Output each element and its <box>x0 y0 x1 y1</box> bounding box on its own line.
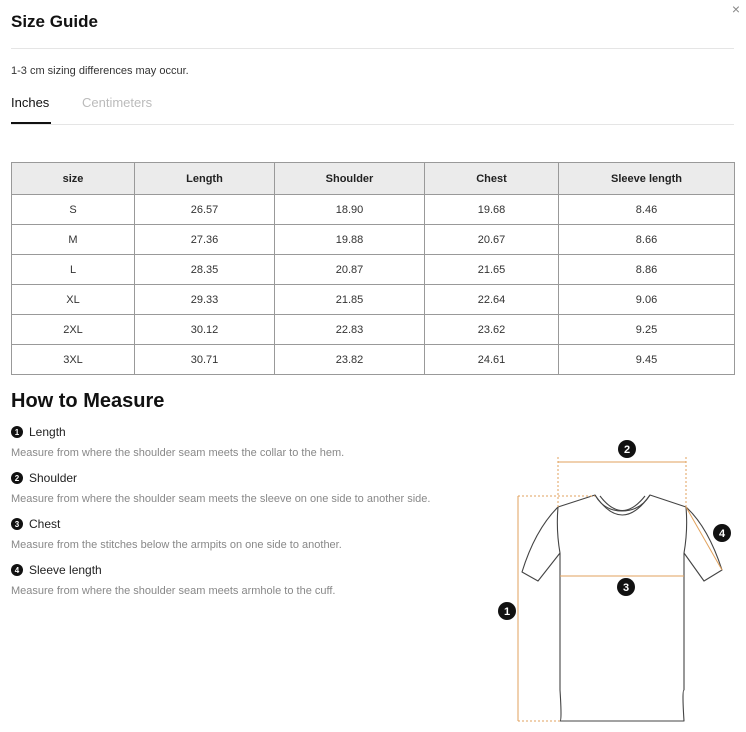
table-cell: 20.87 <box>275 255 425 285</box>
table-cell: 8.86 <box>559 255 735 285</box>
table-row <box>12 255 735 285</box>
measure-item-length <box>11 424 344 459</box>
tshirt-outline-icon <box>522 495 722 721</box>
table-cell: 21.65 <box>425 255 559 285</box>
table-cell: 28.35 <box>135 255 275 285</box>
table-cell: S <box>12 195 135 225</box>
measure-item-sleeve-length <box>11 562 335 597</box>
table-cell: 9.06 <box>559 285 735 315</box>
marker-3-icon <box>617 578 635 596</box>
tab-inches[interactable]: Inches <box>11 95 50 110</box>
table-cell: 23.82 <box>275 345 425 375</box>
tab-centimeters[interactable]: Centimeters <box>82 95 153 110</box>
table-cell: 8.66 <box>559 225 735 255</box>
column-header-sleeve-length: Sleeve length <box>559 163 735 195</box>
table-cell: 21.85 <box>275 285 425 315</box>
table-cell: 27.36 <box>135 225 275 255</box>
table-cell: XL <box>12 285 135 315</box>
table-cell: M <box>12 225 135 255</box>
table-cell: 9.45 <box>559 345 735 375</box>
table-cell: 24.61 <box>425 345 559 375</box>
table-cell: 3XL <box>12 345 135 375</box>
measure-item-shoulder <box>11 470 430 505</box>
marker-2-icon <box>618 440 636 458</box>
marker-3-number: 3 <box>622 582 630 594</box>
table-cell: 26.57 <box>135 195 275 225</box>
table-row <box>12 345 735 375</box>
size-table <box>11 162 735 375</box>
measure-label: Shoulder <box>29 471 78 485</box>
measure-description: Measure from the stitches below the armpits on one side to another. <box>11 539 342 551</box>
how-to-measure-title: How to Measure <box>11 390 165 412</box>
divider <box>11 48 734 49</box>
number-1-icon: 1 <box>11 426 23 438</box>
number-4-icon: 4 <box>11 564 23 576</box>
table-cell: 22.64 <box>425 285 559 315</box>
table-cell: 20.67 <box>425 225 559 255</box>
marker-2-number: 2 <box>623 444 631 456</box>
measure-item-chest <box>11 516 342 551</box>
page-title: Size Guide <box>11 12 98 31</box>
table-cell: 8.46 <box>559 195 735 225</box>
column-header-shoulder: Shoulder <box>275 163 425 195</box>
marker-1-number: 1 <box>503 606 511 618</box>
close-icon[interactable]: × <box>731 1 741 17</box>
table-row <box>12 285 735 315</box>
measure-description: Measure from where the shoulder seam meets the sleeve on one side to another side. <box>11 493 431 505</box>
table-row <box>12 225 735 255</box>
tabs-divider <box>11 124 734 125</box>
table-cell: 2XL <box>12 315 135 345</box>
table-cell: 9.25 <box>559 315 735 345</box>
number-3-icon: 3 <box>11 518 23 530</box>
table-cell: 18.90 <box>275 195 425 225</box>
sizing-note: 1-3 cm sizing differences may occur. <box>11 65 189 77</box>
measure-label: Sleeve length <box>29 563 102 577</box>
table-cell: 19.68 <box>425 195 559 225</box>
measure-description: Measure from where the shoulder seam meets armhole to the cuff. <box>11 585 336 597</box>
marker-4-icon <box>713 524 731 542</box>
number-2-icon: 2 <box>11 472 23 484</box>
marker-1-icon <box>498 602 516 620</box>
table-cell: 19.88 <box>275 225 425 255</box>
column-header-chest: Chest <box>425 163 559 195</box>
measure-description: Measure from where the shoulder seam meets the collar to the hem. <box>11 447 345 459</box>
measure-label: Chest <box>29 517 61 531</box>
table-cell: L <box>12 255 135 285</box>
table-cell: 23.62 <box>425 315 559 345</box>
table-cell: 29.33 <box>135 285 275 315</box>
table-cell: 30.71 <box>135 345 275 375</box>
table-row <box>12 315 735 345</box>
column-header-size: size <box>12 163 135 195</box>
table-cell: 22.83 <box>275 315 425 345</box>
measure-label: Length <box>29 425 66 439</box>
tshirt-measure-diagram <box>490 435 746 732</box>
table-header-row <box>12 163 735 195</box>
column-header-length: Length <box>135 163 275 195</box>
table-row <box>12 195 735 225</box>
marker-4-number: 4 <box>718 528 726 540</box>
table-cell: 30.12 <box>135 315 275 345</box>
